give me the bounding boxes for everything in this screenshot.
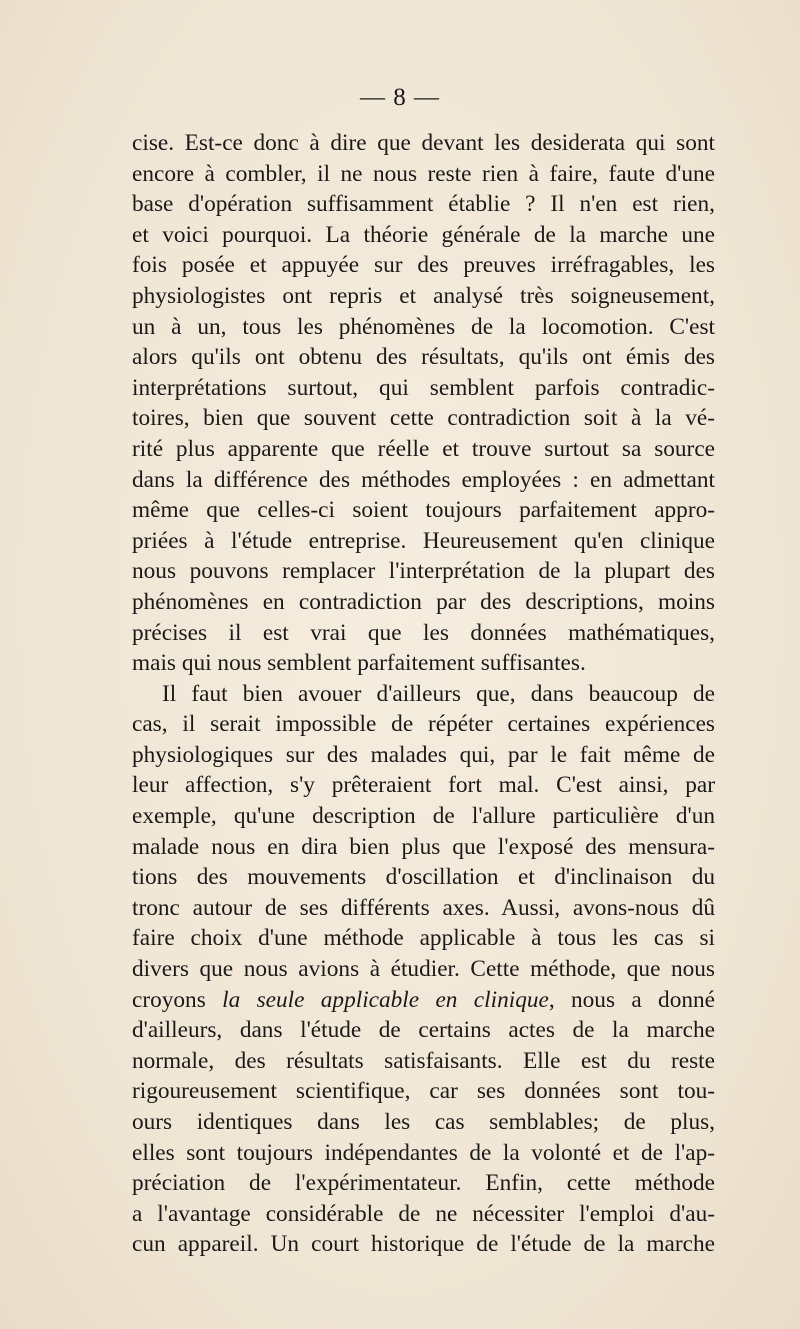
- text-line: a l'avantage considérable de ne nécessiter l'emploi d'au-: [132, 1200, 715, 1227]
- text-line: elles sont toujours indépendantes de la volonté et de l'ap-: [132, 1139, 715, 1166]
- text-line: rité plus apparente que réelle et trouve surtout sa source: [132, 435, 715, 462]
- text-line: normale, des résultats satisfaisants. Elle est du reste: [132, 1047, 715, 1074]
- text-line: toires, bien que souvent cette contradiction soit à la vé-: [132, 405, 715, 432]
- text-line: nous pouvons remplacer l'interprétation de la plupart des: [132, 558, 715, 585]
- text-line: interprétations surtout, qui semblent parfois contradic-: [132, 374, 715, 401]
- paragraph-end-line: mais qui nous semblent parfaitement suffisantes.: [132, 650, 586, 677]
- text-line: cas, il serait impossible de répéter certaines expériences: [132, 711, 715, 738]
- text-line: leur affection, s'y prêteraient fort mal. C'est ainsi, par: [132, 772, 715, 799]
- text-line: tronc autour de ses différents axes. Aussi, avons-nous dû: [132, 894, 715, 921]
- text-line: fois posée et appuyée sur des preuves irréfragables, les: [132, 252, 715, 279]
- text-line: ours identiques dans les cas semblables; de plus,: [132, 1109, 715, 1135]
- text-line: encore à combler, il ne nous reste rien à faire, faute d'une: [132, 160, 715, 187]
- text-line: cise. Est-ce donc à dire que devant les desiderata qui sont: [132, 130, 715, 156]
- line-segment: croyons: [132, 986, 223, 1013]
- text-line: précises il est vrai que les données mathématiques,: [132, 619, 715, 646]
- text-line: un à un, tous les phénomènes de la locomotion. C'est: [132, 313, 715, 340]
- paragraph-start-line: Il faut bien avouer d'ailleurs que, dans beaucoup de: [162, 680, 715, 707]
- text-line: physiologiques sur des malades qui, par le fait même de: [132, 741, 715, 768]
- text-line: cun appareil. Un court historique de l'étude de la marche: [132, 1231, 715, 1258]
- text-line: faire choix d'une méthode applicable à tous les cas si: [132, 925, 715, 952]
- text-line-with-italic: [132, 985, 715, 1016]
- text-line: alors qu'ils ont obtenu des résultats, qu'ils ont émis des: [132, 344, 715, 371]
- text-line: tions des mouvements d'oscillation et d'inclinaison du: [132, 864, 715, 891]
- page-number: — 8 —: [360, 84, 440, 111]
- text-line: physiologistes ont repris et analysé très soigneusement,: [132, 282, 715, 309]
- text-line: préciation de l'expérimentateur. Enfin, cette méthode: [132, 1170, 715, 1197]
- text-line: malade nous en dira bien plus que l'exposé des mensura-: [132, 833, 715, 860]
- text-line: d'ailleurs, dans l'étude de certains actes de la marche: [132, 1017, 715, 1044]
- text-line: priées à l'étude entreprise. Heureusement qu'en clinique: [132, 527, 715, 554]
- text-line: et voici pourquoi. La théorie générale de la marche une: [132, 221, 715, 248]
- text-line: dans la différence des méthodes employées : en admettant: [132, 466, 715, 493]
- text-line: rigoureusement scientifique, car ses données sont tou-: [132, 1078, 715, 1105]
- text-line: même que celles-ci soient toujours parfaitement appro-: [132, 497, 715, 524]
- line-segment: , nous a donné: [548, 986, 715, 1013]
- italic-phrase: la seule applicable en clinique: [222, 986, 549, 1013]
- body-text: [132, 128, 715, 1260]
- text-line: exemple, qu'une description de l'allure particulière d'un: [132, 803, 715, 830]
- text-line: base d'opération suffisamment établie ? Il n'en est rien,: [132, 191, 715, 218]
- text-line: divers que nous avions à étudier. Cette méthode, que nous: [132, 956, 715, 983]
- text-line: phénomènes en contradiction par des descriptions, moins: [132, 588, 715, 615]
